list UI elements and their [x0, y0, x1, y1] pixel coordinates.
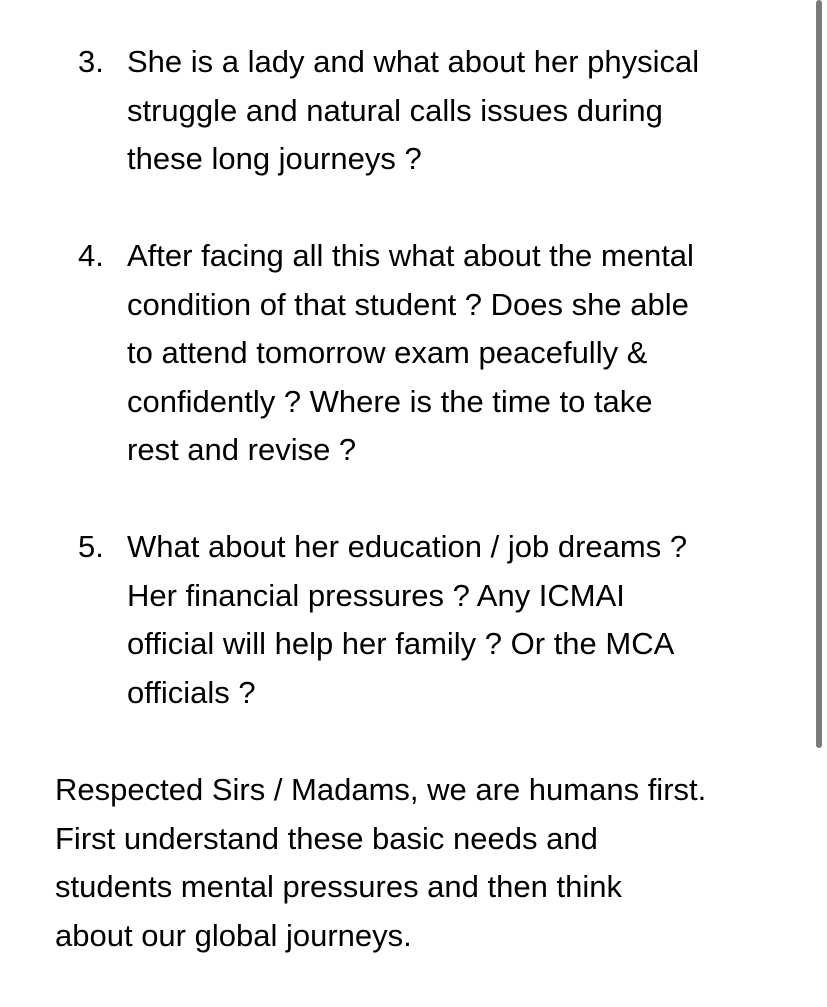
- closing-paragraph: [0, 766, 800, 960]
- paragraph-line: about our global journeys.: [55, 917, 412, 953]
- list-item-line: What about her education / job dreams ?: [127, 529, 688, 564]
- list-item-line: confidently ? Where is the time to take: [127, 383, 653, 419]
- list-item-line: struggle and natural calls issues during: [127, 92, 663, 128]
- paragraph-line: First understand these basic needs and: [55, 820, 598, 856]
- list-item-line: officials ?: [127, 674, 256, 710]
- paragraph-line: students mental pressures and then think: [55, 869, 622, 904]
- paragraph-line: Respected Sirs / Madams, we are humans first.: [55, 772, 707, 807]
- list-item-line: She is a lady and what about her physical: [127, 44, 700, 79]
- scrollbar-thumb[interactable]: [816, 0, 822, 748]
- list-item-5: [0, 523, 800, 717]
- list-item-line: to attend tomorrow exam peacefully &: [127, 335, 648, 370]
- list-item-line: Her financial pressures ? Any ICMAI: [127, 577, 625, 613]
- list-number: 3.: [78, 44, 104, 79]
- list-item-line: rest and revise ?: [127, 432, 357, 467]
- list-item-line: condition of that student ? Does she able: [127, 286, 689, 322]
- list-item-line: After facing all this what about the mental: [127, 238, 694, 273]
- list-number: 4.: [78, 238, 104, 273]
- list-item-line: these long journeys ?: [127, 141, 422, 176]
- list-item-line: official will help her family ? Or the MCA: [127, 626, 675, 661]
- list-item-3: [0, 38, 800, 184]
- list-item-4: [0, 232, 800, 475]
- list-number: 5.: [78, 529, 104, 564]
